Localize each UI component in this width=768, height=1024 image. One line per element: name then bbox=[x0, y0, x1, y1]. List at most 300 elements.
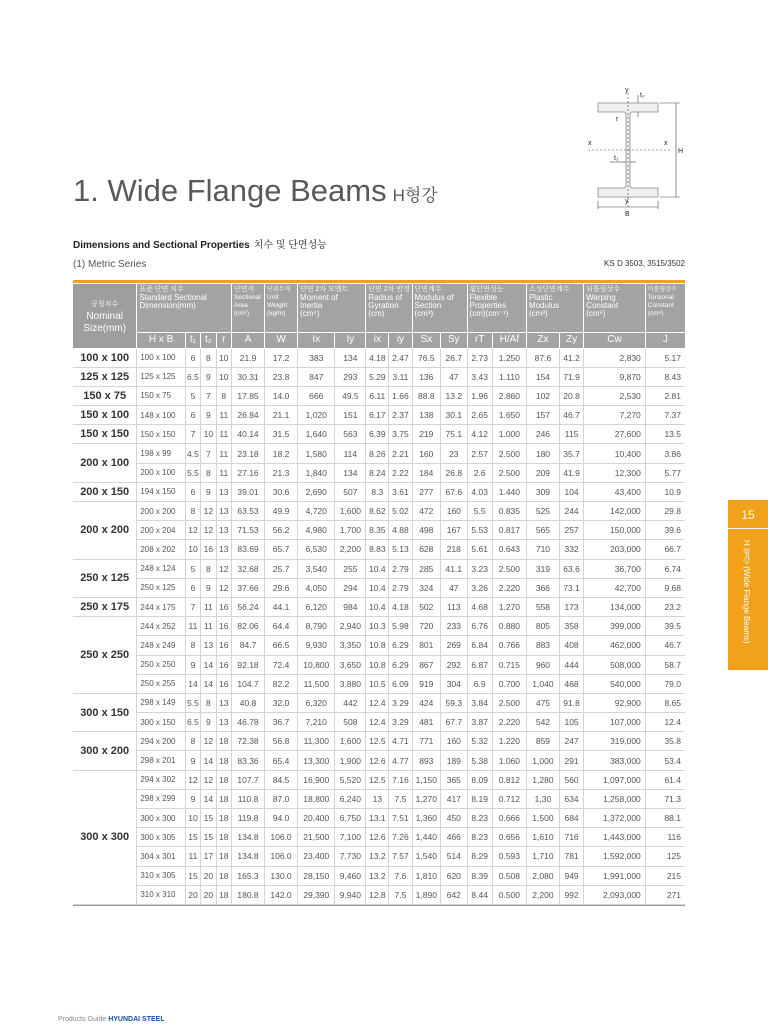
header-flexible-en1: Flexible bbox=[469, 293, 498, 302]
table-cell: 3.86 bbox=[645, 444, 685, 463]
table-cell: 3.29 bbox=[389, 693, 412, 712]
table-row bbox=[73, 713, 685, 732]
table-cell: 2.81 bbox=[645, 386, 685, 405]
table-cell: 1,900 bbox=[335, 751, 366, 770]
table-cell: 9,940 bbox=[335, 885, 366, 904]
table-cell: 12.4 bbox=[366, 713, 389, 732]
table-cell: 46.78 bbox=[232, 713, 265, 732]
table-cell: 7 bbox=[185, 425, 200, 444]
table-cell: 32.68 bbox=[232, 559, 265, 578]
table-cell: 244 bbox=[559, 502, 583, 521]
table-cell: 246 bbox=[526, 425, 559, 444]
header-warping bbox=[584, 284, 646, 332]
table-cell: 104.7 bbox=[232, 674, 265, 693]
table-cell: 0.700 bbox=[492, 674, 526, 693]
table-cell: 6.84 bbox=[467, 636, 492, 655]
table-cell: 0.712 bbox=[492, 789, 526, 808]
table-cell: 8.39 bbox=[467, 866, 492, 885]
table-cell: 13.2 bbox=[366, 866, 389, 885]
table-cell: 2.220 bbox=[492, 713, 526, 732]
symbol-header-16: Cw bbox=[584, 332, 646, 348]
table-cell: 21,500 bbox=[298, 828, 335, 847]
symbol-header-10: Sx bbox=[412, 332, 441, 348]
table-cell: 1,150 bbox=[412, 770, 441, 789]
table-cell: 6.17 bbox=[366, 406, 389, 425]
table-cell: 134 bbox=[335, 348, 366, 367]
table-cell: 28,150 bbox=[298, 866, 335, 885]
table-cell: 540,000 bbox=[584, 674, 646, 693]
table-cell: 18 bbox=[216, 789, 231, 808]
table-cell: 525 bbox=[526, 502, 559, 521]
header-warping-ko: 뒤틀림상수 bbox=[586, 286, 620, 293]
table-cell: 5.5 bbox=[185, 463, 200, 482]
table-cell: 36,700 bbox=[584, 559, 646, 578]
table-cell: 102 bbox=[526, 386, 559, 405]
table-cell: 30.6 bbox=[265, 482, 298, 501]
table-cell: 165.3 bbox=[232, 866, 265, 885]
symbol-header-2: t₂ bbox=[201, 332, 216, 348]
table-cell: 8.62 bbox=[366, 502, 389, 521]
table-cell: 200 x 200 bbox=[137, 502, 185, 521]
table-cell: 1,30 bbox=[526, 789, 559, 808]
table-cell: 142,000 bbox=[584, 502, 646, 521]
table-row bbox=[73, 770, 685, 789]
table-cell: 9 bbox=[201, 367, 216, 386]
header-weight-en3: (kg/m) bbox=[267, 310, 286, 317]
table-cell: 8.65 bbox=[645, 693, 685, 712]
table-cell: 11 bbox=[185, 847, 200, 866]
symbol-header-3: r bbox=[216, 332, 231, 348]
table-row bbox=[73, 828, 685, 847]
header-nominal-en1: Nominal bbox=[86, 310, 123, 322]
header-torsional-ko: 비틀림상수 bbox=[647, 287, 677, 293]
table-cell: 444 bbox=[559, 655, 583, 674]
table-cell: 642 bbox=[441, 885, 467, 904]
table-cell: 7.26 bbox=[389, 828, 412, 847]
table-cell: 83.36 bbox=[232, 751, 265, 770]
table-cell: 56.24 bbox=[232, 597, 265, 616]
table-cell: 71.9 bbox=[559, 367, 583, 386]
table-cell: 15 bbox=[185, 828, 200, 847]
table-row bbox=[73, 578, 685, 597]
table-cell: 21.3 bbox=[265, 463, 298, 482]
table-cell: 11,500 bbox=[298, 674, 335, 693]
table-cell: 20 bbox=[201, 885, 216, 904]
page-title-text: 1. Wide Flange Beams bbox=[73, 173, 387, 208]
table-cell: 2.37 bbox=[389, 406, 412, 425]
table-cell: 18 bbox=[216, 809, 231, 828]
nominal-size-cell: 200 x 150 bbox=[73, 482, 137, 501]
header-plastic bbox=[526, 284, 583, 332]
table-cell: 134.8 bbox=[232, 847, 265, 866]
header-nominal-ko: 공칭치수 bbox=[91, 300, 119, 308]
table-row bbox=[73, 789, 685, 808]
table-cell: 383 bbox=[298, 348, 335, 367]
table-cell: 130.0 bbox=[265, 866, 298, 885]
table-cell: 10 bbox=[185, 540, 200, 559]
footer-brand: HYUNDAI STEEL bbox=[108, 1016, 165, 1023]
table-cell: 12.8 bbox=[366, 885, 389, 904]
table-cell: 1.000 bbox=[492, 425, 526, 444]
table-cell: 136 bbox=[412, 367, 441, 386]
table-cell: 87.6 bbox=[526, 348, 559, 367]
table-cell: 189 bbox=[441, 751, 467, 770]
table-row bbox=[73, 866, 685, 885]
table-cell: 37.66 bbox=[232, 578, 265, 597]
table-cell: 1,890 bbox=[412, 885, 441, 904]
table-cell: 6.39 bbox=[366, 425, 389, 444]
header-plastic-en3: (cm³) bbox=[528, 309, 548, 318]
table-cell: 30.31 bbox=[232, 367, 265, 386]
table-cell: 1,443,000 bbox=[584, 828, 646, 847]
table-cell: 200 x 204 bbox=[137, 521, 185, 540]
table-cell: 9,930 bbox=[298, 636, 335, 655]
table-cell: 8 bbox=[201, 559, 216, 578]
table-cell: 73.1 bbox=[559, 578, 583, 597]
header-warping-en3: (cm⁶) bbox=[586, 309, 606, 318]
table-cell: 1,040 bbox=[526, 674, 559, 693]
table-cell: 7 bbox=[201, 444, 216, 463]
table-cell: 5.29 bbox=[366, 367, 389, 386]
table-cell: 2,200 bbox=[335, 540, 366, 559]
nominal-size-cell: 100 x 100 bbox=[73, 348, 137, 367]
table-cell: 324 bbox=[412, 578, 441, 597]
table-cell: 560 bbox=[559, 770, 583, 789]
table-cell: 12 bbox=[201, 502, 216, 521]
table-cell: 56.8 bbox=[265, 732, 298, 751]
table-cell: 29.8 bbox=[645, 502, 685, 521]
table-cell: 8,790 bbox=[298, 617, 335, 636]
table-row bbox=[73, 463, 685, 482]
header-flexible-en2: Properties bbox=[469, 301, 506, 310]
table-cell: 1,270 bbox=[412, 789, 441, 808]
side-tab bbox=[728, 500, 768, 670]
table-cell: 8 bbox=[185, 732, 200, 751]
table-cell: 9 bbox=[185, 751, 200, 770]
table-cell: 6.5 bbox=[185, 713, 200, 732]
table-cell: 365 bbox=[441, 770, 467, 789]
table-cell: 1,020 bbox=[298, 406, 335, 425]
page-title-korean: H형강 bbox=[392, 186, 438, 205]
table-cell: 26.84 bbox=[232, 406, 265, 425]
table-bottom-rule bbox=[73, 905, 685, 906]
table-cell: 200 x 100 bbox=[137, 463, 185, 482]
table-cell: 0.656 bbox=[492, 828, 526, 847]
table-cell: 1,600 bbox=[335, 502, 366, 521]
table-cell: 13.2 bbox=[366, 847, 389, 866]
table-cell: 56.2 bbox=[265, 521, 298, 540]
table-cell: 8.44 bbox=[467, 885, 492, 904]
table-cell: 150,000 bbox=[584, 521, 646, 540]
table-cell: 6,120 bbox=[298, 597, 335, 616]
table-cell: 285 bbox=[412, 559, 441, 578]
table-cell: 6 bbox=[185, 348, 200, 367]
table-cell: 219 bbox=[412, 425, 441, 444]
table-cell: 462,000 bbox=[584, 636, 646, 655]
table-cell: 960 bbox=[526, 655, 559, 674]
table-cell: 248 x 124 bbox=[137, 559, 185, 578]
header-warping-en1: Warping bbox=[586, 293, 616, 302]
header-area-en1: Sectional bbox=[234, 294, 261, 301]
table-cell: 292 bbox=[441, 655, 467, 674]
table-cell: 16 bbox=[216, 674, 231, 693]
table-cell: 10.4 bbox=[366, 597, 389, 616]
table-cell: 13 bbox=[216, 540, 231, 559]
table-cell: 4.88 bbox=[389, 521, 412, 540]
table-row bbox=[73, 809, 685, 828]
table-cell: 67.6 bbox=[441, 482, 467, 501]
table-cell: 67.7 bbox=[441, 713, 467, 732]
table-cell: 1.440 bbox=[492, 482, 526, 501]
symbol-header-15: Zy bbox=[559, 332, 583, 348]
table-cell: 63.6 bbox=[559, 559, 583, 578]
page-number: 15 bbox=[741, 508, 755, 522]
table-cell: 16 bbox=[201, 540, 216, 559]
table-cell: 61.4 bbox=[645, 770, 685, 789]
table-cell: 1,372,000 bbox=[584, 809, 646, 828]
table-cell: 472 bbox=[412, 502, 441, 521]
table-cell: 310 x 310 bbox=[137, 885, 185, 904]
table-cell: 160 bbox=[412, 444, 441, 463]
table-cell: 2.47 bbox=[389, 348, 412, 367]
table-cell: 1,000 bbox=[526, 751, 559, 770]
table-cell: 106.0 bbox=[265, 847, 298, 866]
header-moment-en2: Inertia bbox=[300, 301, 323, 310]
table-row bbox=[73, 406, 685, 425]
table-cell: 27.16 bbox=[232, 463, 265, 482]
table-cell: 1,360 bbox=[412, 809, 441, 828]
footer bbox=[58, 1016, 165, 1023]
table-cell: 8.83 bbox=[366, 540, 389, 559]
table-cell: 1,097,000 bbox=[584, 770, 646, 789]
table-cell: 8 bbox=[201, 348, 216, 367]
table-cell: 12.4 bbox=[645, 713, 685, 732]
h-beam-section-diagram bbox=[580, 85, 690, 217]
table-cell: 6.9 bbox=[467, 674, 492, 693]
table-cell: 82.2 bbox=[265, 674, 298, 693]
table-cell: 26.7 bbox=[441, 348, 467, 367]
table-cell: 508,000 bbox=[584, 655, 646, 674]
standard-code: KS D 3503, 3515/3502 bbox=[604, 259, 685, 268]
table-cell: 39.5 bbox=[645, 617, 685, 636]
nominal-size-cell: 150 x 100 bbox=[73, 406, 137, 425]
table-cell: 39.6 bbox=[645, 521, 685, 540]
table-cell: 1,500 bbox=[526, 809, 559, 828]
table-cell: 332 bbox=[559, 540, 583, 559]
table-cell: 13,300 bbox=[298, 751, 335, 770]
header-torsional-en2: Constant bbox=[647, 302, 674, 309]
table-cell: 14 bbox=[201, 751, 216, 770]
table-cell: 13 bbox=[216, 713, 231, 732]
table-cell: 5.32 bbox=[467, 732, 492, 751]
table-cell: 16 bbox=[216, 617, 231, 636]
symbol-header-11: Sy bbox=[441, 332, 467, 348]
table-cell: 3.43 bbox=[467, 367, 492, 386]
table-cell: 498 bbox=[412, 521, 441, 540]
table-cell: 3.29 bbox=[389, 713, 412, 732]
symbol-header-5: W bbox=[265, 332, 298, 348]
table-cell: 3.26 bbox=[467, 578, 492, 597]
table-cell: 1,280 bbox=[526, 770, 559, 789]
table-cell: 53.4 bbox=[645, 751, 685, 770]
table-cell: 32.0 bbox=[265, 693, 298, 712]
table-cell: 7 bbox=[185, 597, 200, 616]
table-cell: 10,800 bbox=[298, 655, 335, 674]
diagram-label-h: H bbox=[678, 148, 684, 155]
table-cell: 47 bbox=[441, 578, 467, 597]
table-cell: 18 bbox=[216, 866, 231, 885]
table-cell: 160 bbox=[441, 732, 467, 751]
table-cell: 710 bbox=[526, 540, 559, 559]
table-cell: 0.715 bbox=[492, 655, 526, 674]
table-cell: 87.0 bbox=[265, 789, 298, 808]
table-cell: 29,390 bbox=[298, 885, 335, 904]
table-cell: 20.8 bbox=[559, 386, 583, 405]
header-std-en1: Standard Sectional bbox=[139, 293, 207, 302]
table-cell: 36.7 bbox=[265, 713, 298, 732]
table-cell: 3,350 bbox=[335, 636, 366, 655]
table-cell: 0.812 bbox=[492, 770, 526, 789]
table-cell: 300 x 300 bbox=[137, 809, 185, 828]
table-cell: 125 bbox=[645, 847, 685, 866]
table-cell: 110.8 bbox=[232, 789, 265, 808]
table-cell: 125 x 125 bbox=[137, 367, 185, 386]
table-cell: 2.220 bbox=[492, 578, 526, 597]
table-cell: 71.3 bbox=[645, 789, 685, 808]
table-cell: 150 x 150 bbox=[137, 425, 185, 444]
side-tab-text: H 형강 (Wide Flange Beams) bbox=[742, 540, 751, 644]
table-cell: 11 bbox=[216, 425, 231, 444]
header-moment-ko: 단면 2차 모멘트 bbox=[300, 286, 349, 293]
table-cell: 59.3 bbox=[441, 693, 467, 712]
table-cell: 27,600 bbox=[584, 425, 646, 444]
header-std-en2: Dimension(mm) bbox=[139, 301, 196, 310]
table-row bbox=[73, 367, 685, 386]
table-cell: 5.5 bbox=[185, 693, 200, 712]
table-cell: 0.643 bbox=[492, 540, 526, 559]
table-cell: 298 x 201 bbox=[137, 751, 185, 770]
table-cell: 5.98 bbox=[389, 617, 412, 636]
table-row bbox=[73, 386, 685, 405]
subheading-ko: 치수 및 단면성능 bbox=[253, 240, 327, 251]
table-cell: 79.0 bbox=[645, 674, 685, 693]
table-cell: 119.8 bbox=[232, 809, 265, 828]
table-cell: 720 bbox=[412, 617, 441, 636]
table-cell: 106.0 bbox=[265, 828, 298, 847]
table-cell: 92.18 bbox=[232, 655, 265, 674]
table-cell: 277 bbox=[412, 482, 441, 501]
table-cell: 26.8 bbox=[441, 463, 467, 482]
table-cell: 1.110 bbox=[492, 367, 526, 386]
table-row bbox=[73, 482, 685, 501]
table-cell: 2.65 bbox=[467, 406, 492, 425]
table-cell: 107,000 bbox=[584, 713, 646, 732]
table-row bbox=[73, 559, 685, 578]
table-cell: 1,840 bbox=[298, 463, 335, 482]
table-cell: 11,300 bbox=[298, 732, 335, 751]
table-cell: 3.87 bbox=[467, 713, 492, 732]
table-cell: 10.4 bbox=[366, 578, 389, 597]
properties-table bbox=[73, 284, 685, 905]
table-cell: 72.4 bbox=[265, 655, 298, 674]
table-cell: 0.593 bbox=[492, 847, 526, 866]
table-cell: 66.5 bbox=[265, 636, 298, 655]
table-cell: 10,400 bbox=[584, 444, 646, 463]
table-cell: 294 bbox=[335, 578, 366, 597]
table-cell: 2.6 bbox=[467, 463, 492, 482]
table-cell: 4.12 bbox=[467, 425, 492, 444]
page-title bbox=[73, 173, 438, 209]
table-top-rule bbox=[73, 280, 685, 283]
symbol-header-9: iy bbox=[389, 332, 412, 348]
table-cell: 49.5 bbox=[335, 386, 366, 405]
table-cell: 35.7 bbox=[559, 444, 583, 463]
table-cell: 13.2 bbox=[441, 386, 467, 405]
table-cell: 104 bbox=[559, 482, 583, 501]
table-cell: 781 bbox=[559, 847, 583, 866]
table-cell: 4.5 bbox=[185, 444, 200, 463]
table-cell: 9 bbox=[185, 655, 200, 674]
header-flexible-en3: (cm)(cm⁻¹) bbox=[469, 309, 509, 318]
table-cell: 10.8 bbox=[366, 636, 389, 655]
table-cell: 0.508 bbox=[492, 866, 526, 885]
table-cell: 17.85 bbox=[232, 386, 265, 405]
subheading-en: Dimensions and Sectional Properties bbox=[73, 240, 250, 251]
table-cell: 5.53 bbox=[467, 521, 492, 540]
table-cell: 20,400 bbox=[298, 809, 335, 828]
section-subheading bbox=[73, 236, 327, 251]
header-area-ko: 단면적 bbox=[234, 286, 255, 293]
header-plastic-en1: Plastic bbox=[528, 293, 553, 302]
table-cell: 2.57 bbox=[467, 444, 492, 463]
table-cell: 18 bbox=[216, 751, 231, 770]
table-cell: 12 bbox=[201, 521, 216, 540]
table-cell: 134 bbox=[335, 463, 366, 482]
table-cell: 21.1 bbox=[265, 406, 298, 425]
table-cell: 269 bbox=[441, 636, 467, 655]
table-cell: 9 bbox=[201, 482, 216, 501]
table-cell: 2,530 bbox=[584, 386, 646, 405]
table-cell: 666 bbox=[298, 386, 335, 405]
table-cell: 7.5 bbox=[389, 885, 412, 904]
table-cell: 8.19 bbox=[467, 789, 492, 808]
table-cell: 5 bbox=[185, 559, 200, 578]
header-weight bbox=[265, 284, 298, 332]
table-cell: 31.5 bbox=[265, 425, 298, 444]
table-cell: 2.79 bbox=[389, 578, 412, 597]
table-cell: 408 bbox=[559, 636, 583, 655]
table-cell: 105 bbox=[559, 713, 583, 732]
table-cell: 1.220 bbox=[492, 732, 526, 751]
table-cell: 1,810 bbox=[412, 866, 441, 885]
symbol-header-7: Iy bbox=[335, 332, 366, 348]
table-cell: 3.23 bbox=[467, 559, 492, 578]
table-cell: 12.5 bbox=[366, 732, 389, 751]
table-cell: 0.817 bbox=[492, 521, 526, 540]
table-cell: 10 bbox=[216, 367, 231, 386]
table-cell: 11 bbox=[185, 617, 200, 636]
table-cell: 30.1 bbox=[441, 406, 467, 425]
table-cell: 11 bbox=[201, 597, 216, 616]
table-cell: 867 bbox=[412, 655, 441, 674]
table-cell: 49.9 bbox=[265, 502, 298, 521]
table-cell: 2,200 bbox=[526, 885, 559, 904]
table-row bbox=[73, 425, 685, 444]
table-cell: 399,000 bbox=[584, 617, 646, 636]
table-cell: 620 bbox=[441, 866, 467, 885]
table-cell: 6.74 bbox=[645, 559, 685, 578]
table-row bbox=[73, 885, 685, 904]
